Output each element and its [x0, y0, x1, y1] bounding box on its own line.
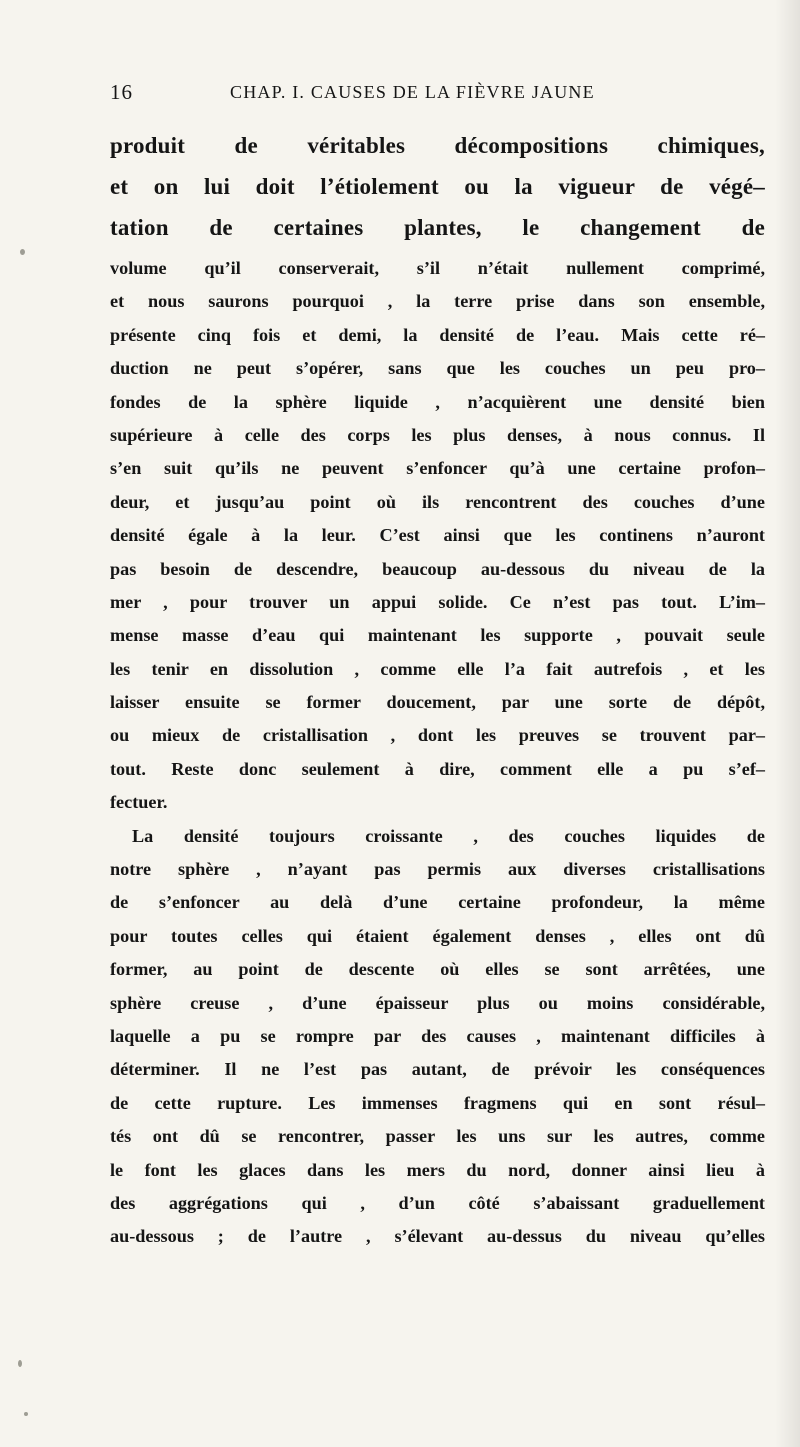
page-header: [110, 80, 690, 112]
text-line: de cette rupture. Les immenses fragmens qui en sont résul–: [110, 1092, 765, 1113]
text-line: former, au point de descente où elles se sont arrêtées, une: [110, 959, 765, 980]
page-edge-shadow: [775, 0, 800, 1447]
opening-text: [110, 125, 765, 248]
text-line: le font les glaces dans les mers du nord, donner ainsi lieu à: [110, 1159, 765, 1180]
text-line: fondes de la sphère liquide , n’acquièrent une densité bien: [110, 391, 765, 412]
paper-speck: [20, 249, 25, 255]
running-title: CHAP. I. CAUSES DE LA FIÈVRE JAUNE: [230, 82, 595, 102]
text-line: mense masse d’eau qui maintenant les supporte , pouvait seule: [110, 625, 765, 646]
text-line: volume qu’il conserverait, s’il n’était nullement comprimé,: [110, 258, 765, 278]
text-line: tout. Reste donc seulement à dire, comment elle a pu s’ef–: [110, 758, 765, 779]
text-line: densité égale à la leur. C’est ainsi que les continens n’auront: [110, 525, 765, 546]
text-line: de s’enfoncer au delà d’une certaine profondeur, la même: [110, 892, 765, 913]
paragraph-first-line: La densité toujours croissante , des couches liquides de: [132, 825, 765, 846]
text-line: pour toutes celles qui étaient également denses , elles ont dû: [110, 925, 765, 946]
text-line: tés ont dû se rencontrer, passer les uns sur les autres, comme: [110, 1126, 765, 1147]
text-line: et nous saurons pourquoi , la terre prise dans son ensemble,: [110, 291, 765, 312]
opening-line: tation de certaines plantes, le changement de: [110, 215, 765, 240]
paper-speck: [24, 1412, 28, 1416]
opening-line: produit de véritables décompositions chimiques,: [110, 133, 765, 158]
text-line: laquelle a pu se rompre par des causes , maintenant difficiles à: [110, 1025, 765, 1046]
page-number: 16: [110, 80, 133, 104]
opening-line: et on lui doit l’étiolement ou la vigueur de végé–: [110, 174, 765, 199]
paper-speck: [18, 1360, 22, 1367]
body-text: [110, 252, 765, 1254]
text-line: déterminer. Il ne l’est pas autant, de prévoir les conséquences: [110, 1059, 765, 1080]
text-line: laisser ensuite se former doucement, par une sorte de dépôt,: [110, 692, 765, 713]
text-line: supérieure à celle des corps les plus denses, à nous connus. Il: [110, 424, 765, 445]
text-line: pas besoin de descendre, beaucoup au-dessous du niveau de la: [110, 558, 765, 579]
text-line: au-dessous ; de l’autre , s’élevant au-dessus du niveau qu’elles: [110, 1226, 765, 1247]
text-line: deur, et jusqu’au point où ils rencontrent des couches d’une: [110, 491, 765, 512]
text-line: présente cinq fois et demi, la densité de l’eau. Mais cette ré–: [110, 324, 765, 345]
text-line: duction ne peut s’opérer, sans que les couches un peu pro–: [110, 358, 765, 379]
text-line: ou mieux de cristallisation , dont les preuves se trouvent par–: [110, 725, 765, 746]
text-line: s’en suit qu’ils ne peuvent s’enfoncer qu’à une certaine profon–: [110, 458, 765, 479]
text-line: les tenir en dissolution , comme elle l’a fait autrefois , et les: [110, 658, 765, 679]
text-line: sphère creuse , d’une épaisseur plus ou moins considérable,: [110, 992, 765, 1013]
text-line: mer , pour trouver un appui solide. Ce n’est pas tout. L’im–: [110, 591, 765, 612]
text-line: fectuer.: [110, 792, 168, 813]
text-line: des aggrégations qui , d’un côté s’abaissant graduellement: [110, 1192, 765, 1213]
text-line: notre sphère , n’ayant pas permis aux diverses cristallisations: [110, 859, 765, 880]
